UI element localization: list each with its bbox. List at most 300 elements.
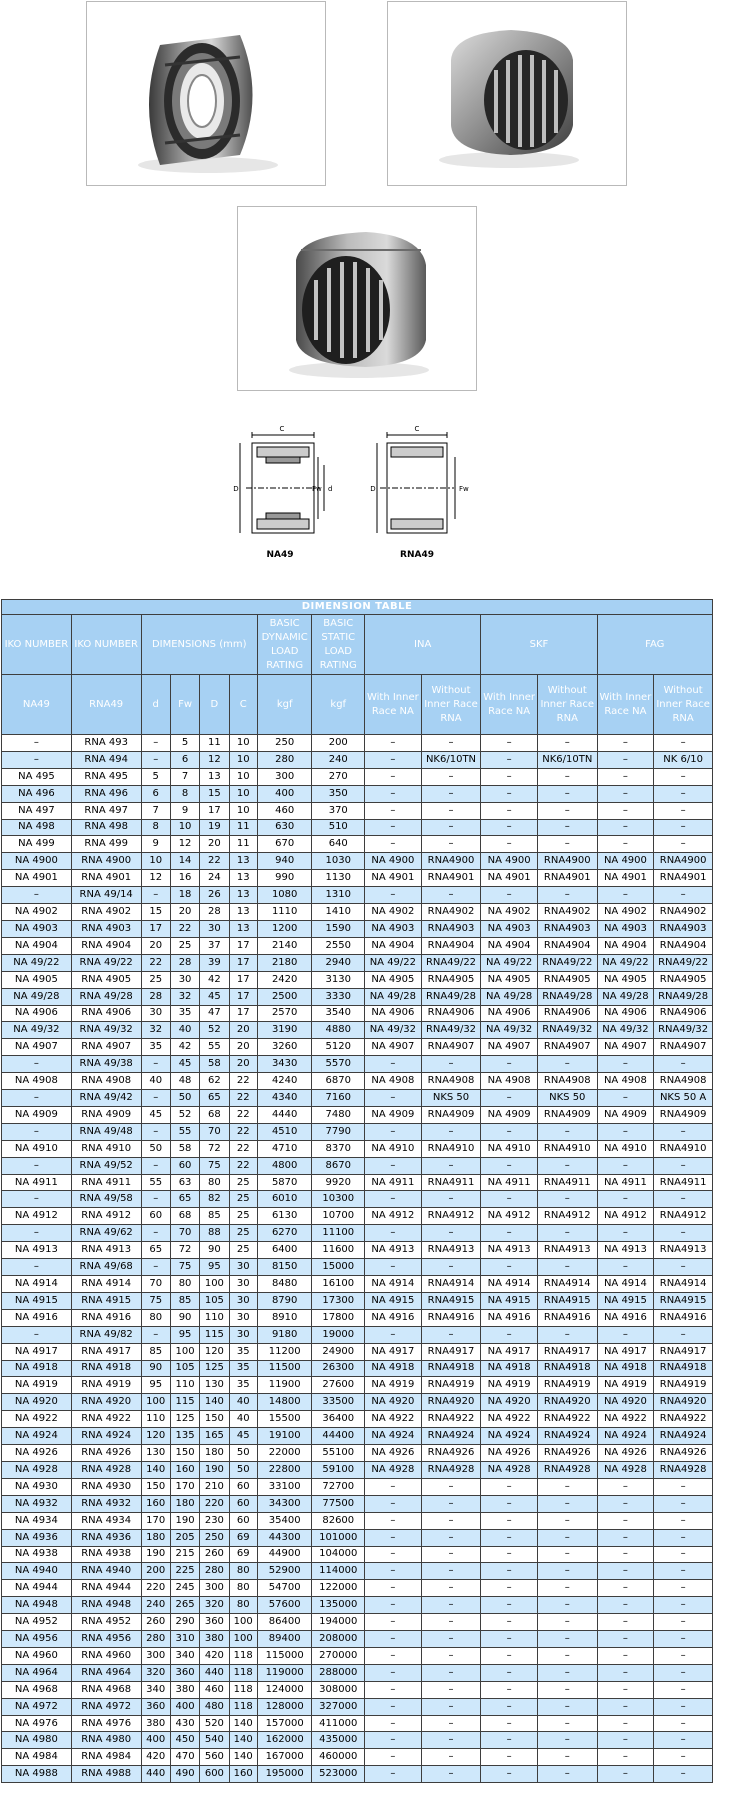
table-cell: 110 xyxy=(200,1309,229,1326)
table-cell: – xyxy=(481,1495,538,1512)
table-cell: 25 xyxy=(229,1174,257,1191)
table-cell: – xyxy=(597,819,654,836)
table-cell: – xyxy=(421,1580,481,1597)
table-cell: – xyxy=(597,1647,654,1664)
table-cell: 72 xyxy=(200,1140,229,1157)
table-cell: 265 xyxy=(170,1597,199,1614)
table-cell: – xyxy=(597,1580,654,1597)
table-cell: 2500 xyxy=(257,988,312,1005)
table-cell: – xyxy=(654,1157,713,1174)
table-cell: NA 4919 xyxy=(481,1377,538,1394)
table-cell: RNA49/22 xyxy=(654,954,713,971)
table-cell: NA 4906 xyxy=(2,1005,72,1022)
table-cell: 140 xyxy=(200,1394,229,1411)
table-cell: – xyxy=(537,1580,597,1597)
header-subcell: With Inner Race NA xyxy=(597,675,654,735)
table-cell: 8 xyxy=(141,819,170,836)
table-row xyxy=(2,1732,713,1749)
table-cell: – xyxy=(597,785,654,802)
table-cell: 100 xyxy=(200,1276,229,1293)
drawn-cup-bearing-photo xyxy=(387,1,627,186)
table-cell: – xyxy=(421,1631,481,1648)
table-cell: RNA 4915 xyxy=(71,1292,141,1309)
table-cell: – xyxy=(421,887,481,904)
table-cell: – xyxy=(141,887,170,904)
table-cell: NA 4940 xyxy=(2,1563,72,1580)
table-cell: 288000 xyxy=(312,1664,365,1681)
table-cell: – xyxy=(597,1563,654,1580)
table-cell: – xyxy=(654,735,713,752)
table-cell: – xyxy=(365,802,422,819)
table-cell: – xyxy=(537,735,597,752)
table-cell: NA 4900 xyxy=(2,853,72,870)
table-cell: 65 xyxy=(200,1090,229,1107)
table-cell: 22800 xyxy=(257,1461,312,1478)
table-cell: – xyxy=(365,1664,422,1681)
table-cell: – xyxy=(481,1597,538,1614)
table-cell: RNA 49/48 xyxy=(71,1123,141,1140)
table-cell: RNA 4911 xyxy=(71,1174,141,1191)
table-cell: NA 4922 xyxy=(2,1411,72,1428)
table-cell: – xyxy=(597,1546,654,1563)
header-dynamic-load: BASIC DYNAMIC LOAD RATING xyxy=(257,615,312,675)
table-cell: – xyxy=(537,1732,597,1749)
table-row xyxy=(2,1225,713,1242)
table-cell: RNA 4976 xyxy=(71,1715,141,1732)
table-cell: – xyxy=(365,1732,422,1749)
table-cell: RNA 49/62 xyxy=(71,1225,141,1242)
table-cell: 33500 xyxy=(312,1394,365,1411)
table-cell: – xyxy=(421,1157,481,1174)
table-cell: – xyxy=(537,887,597,904)
table-cell: – xyxy=(481,1766,538,1783)
table-cell: 17 xyxy=(229,937,257,954)
table-cell: 140 xyxy=(229,1732,257,1749)
table-cell: 82600 xyxy=(312,1512,365,1529)
table-cell: RNA4915 xyxy=(654,1292,713,1309)
table-cell: NA 4908 xyxy=(2,1073,72,1090)
table-row xyxy=(2,1292,713,1309)
table-cell: NA 4901 xyxy=(365,870,422,887)
table-cell: 20 xyxy=(229,1022,257,1039)
table-cell: RNA4913 xyxy=(421,1242,481,1259)
table-cell: – xyxy=(537,1614,597,1631)
table-cell: 15 xyxy=(141,904,170,921)
table-cell: – xyxy=(365,1614,422,1631)
table-cell: 89400 xyxy=(257,1631,312,1648)
table-cell: RNA49/32 xyxy=(654,1022,713,1039)
table-cell: RNA49/22 xyxy=(537,954,597,971)
table-cell: NA 4905 xyxy=(365,971,422,988)
table-cell: RNA 49/82 xyxy=(71,1326,141,1343)
table-cell: 32 xyxy=(141,1022,170,1039)
table-cell: 128000 xyxy=(257,1698,312,1715)
table-cell: RNA 49/68 xyxy=(71,1259,141,1276)
table-cell: NA 4918 xyxy=(2,1360,72,1377)
table-cell: NA 4902 xyxy=(481,904,538,921)
table-cell: NA 498 xyxy=(2,819,72,836)
table-cell: – xyxy=(481,1647,538,1664)
table-cell: – xyxy=(141,735,170,752)
table-cell: 230 xyxy=(200,1512,229,1529)
table-cell: NA 4917 xyxy=(2,1343,72,1360)
table-cell: 26 xyxy=(200,887,229,904)
table-cell: 6400 xyxy=(257,1242,312,1259)
table-cell: – xyxy=(421,1749,481,1766)
table-cell: 28 xyxy=(170,954,199,971)
table-cell: NA 4910 xyxy=(365,1140,422,1157)
table-cell: 220 xyxy=(200,1495,229,1512)
table-cell: – xyxy=(537,1546,597,1563)
table-cell: 8790 xyxy=(257,1292,312,1309)
table-cell: NA 4915 xyxy=(2,1292,72,1309)
table-cell: 48 xyxy=(170,1073,199,1090)
table-cell: 12 xyxy=(200,751,229,768)
table-cell: RNA4910 xyxy=(421,1140,481,1157)
table-cell: – xyxy=(537,768,597,785)
table-cell: NA 4916 xyxy=(365,1309,422,1326)
table-row xyxy=(2,1715,713,1732)
table-cell: – xyxy=(141,1259,170,1276)
table-cell: – xyxy=(365,1123,422,1140)
table-cell: 460000 xyxy=(312,1749,365,1766)
table-cell: 17 xyxy=(141,920,170,937)
table-cell: 69 xyxy=(229,1546,257,1563)
table-cell: RNA4910 xyxy=(537,1140,597,1157)
table-cell: NA 4912 xyxy=(597,1208,654,1225)
table-cell: 4880 xyxy=(312,1022,365,1039)
table-cell: 10700 xyxy=(312,1208,365,1225)
table-cell: – xyxy=(2,1191,72,1208)
table-cell: 11 xyxy=(229,819,257,836)
table-cell: 72 xyxy=(170,1242,199,1259)
table-row xyxy=(2,1394,713,1411)
table-cell: – xyxy=(481,802,538,819)
table-cell: 15 xyxy=(200,785,229,802)
table-cell: 2570 xyxy=(257,1005,312,1022)
table-cell: 35 xyxy=(141,1039,170,1056)
table-cell: 11600 xyxy=(312,1242,365,1259)
table-cell: – xyxy=(597,1715,654,1732)
table-row xyxy=(2,1766,713,1783)
table-cell: NA 4964 xyxy=(2,1664,72,1681)
table-cell: – xyxy=(421,1123,481,1140)
table-cell: 22 xyxy=(229,1140,257,1157)
table-cell: – xyxy=(141,1191,170,1208)
table-cell: – xyxy=(2,1225,72,1242)
table-cell: – xyxy=(421,836,481,853)
table-cell: 17800 xyxy=(312,1309,365,1326)
table-cell: – xyxy=(537,1191,597,1208)
table-cell: NA 4916 xyxy=(597,1309,654,1326)
table-row xyxy=(2,1597,713,1614)
table-cell: 9 xyxy=(141,836,170,853)
table-cell: – xyxy=(421,1614,481,1631)
table-cell: NA 4911 xyxy=(597,1174,654,1191)
header-subcell: NA49 xyxy=(2,675,72,735)
table-cell: 523000 xyxy=(312,1766,365,1783)
table-cell: RNA49/22 xyxy=(421,954,481,971)
table-cell: – xyxy=(654,1563,713,1580)
table-cell: NA 4928 xyxy=(597,1461,654,1478)
table-cell: RNA 4936 xyxy=(71,1529,141,1546)
table-cell: – xyxy=(537,1225,597,1242)
table-cell: RNA 49/42 xyxy=(71,1090,141,1107)
table-cell: 20 xyxy=(141,937,170,954)
table-cell: 320 xyxy=(200,1597,229,1614)
table-cell: RNA 4900 xyxy=(71,853,141,870)
table-row xyxy=(2,1698,713,1715)
table-cell: – xyxy=(597,1326,654,1343)
table-cell: – xyxy=(654,768,713,785)
table-cell: 350 xyxy=(312,785,365,802)
table-title: DIMENSION TABLE xyxy=(2,600,713,615)
table-cell: 6870 xyxy=(312,1073,365,1090)
table-row xyxy=(2,1512,713,1529)
table-row xyxy=(2,1546,713,1563)
header-subcell: Without Inner Race RNA xyxy=(537,675,597,735)
table-cell: RNA 4918 xyxy=(71,1360,141,1377)
table-cell: – xyxy=(537,1326,597,1343)
table-cell: RNA 4919 xyxy=(71,1377,141,1394)
rna49-dim-fw: Fw xyxy=(459,485,469,493)
table-cell: NA 4908 xyxy=(597,1073,654,1090)
table-cell: NA 4903 xyxy=(481,920,538,937)
table-cell: 250 xyxy=(257,735,312,752)
table-cell: NA 49/32 xyxy=(481,1022,538,1039)
table-cell: – xyxy=(421,1495,481,1512)
table-cell: RNA 4917 xyxy=(71,1343,141,1360)
table-cell: – xyxy=(537,802,597,819)
table-cell: 10 xyxy=(229,735,257,752)
table-cell: NA 4911 xyxy=(365,1174,422,1191)
table-cell: RNA 49/14 xyxy=(71,887,141,904)
table-cell: – xyxy=(481,1698,538,1715)
table-cell: – xyxy=(654,802,713,819)
table-cell: 17 xyxy=(200,802,229,819)
table-cell: – xyxy=(597,1495,654,1512)
table-cell: – xyxy=(421,1191,481,1208)
table-cell: NA 4915 xyxy=(481,1292,538,1309)
table-cell: 100 xyxy=(229,1614,257,1631)
table-cell: RNA 493 xyxy=(71,735,141,752)
table-cell: NA 4910 xyxy=(2,1140,72,1157)
table-cell: RNA4917 xyxy=(654,1343,713,1360)
table-cell: – xyxy=(654,1597,713,1614)
table-cell: 240 xyxy=(312,751,365,768)
table-cell: 60 xyxy=(141,1208,170,1225)
table-row xyxy=(2,1664,713,1681)
table-cell: – xyxy=(141,1326,170,1343)
table-cell: RNA4900 xyxy=(421,853,481,870)
table-cell: RNA4922 xyxy=(421,1411,481,1428)
table-cell: 9180 xyxy=(257,1326,312,1343)
na49-caption: NA49 xyxy=(266,550,294,560)
table-cell: 210 xyxy=(200,1478,229,1495)
table-cell: – xyxy=(421,819,481,836)
table-cell: 35 xyxy=(229,1343,257,1360)
table-cell: 411000 xyxy=(312,1715,365,1732)
table-cell: – xyxy=(537,1563,597,1580)
table-cell: 157000 xyxy=(257,1715,312,1732)
table-cell: – xyxy=(537,1597,597,1614)
table-cell: – xyxy=(481,1326,538,1343)
table-cell: RNA 4920 xyxy=(71,1394,141,1411)
na49-bearing-image xyxy=(90,5,322,182)
table-cell: 560 xyxy=(200,1749,229,1766)
table-cell: 55 xyxy=(141,1174,170,1191)
table-cell: 25 xyxy=(141,971,170,988)
table-cell: NA 4924 xyxy=(2,1428,72,1445)
table-cell: NA 4944 xyxy=(2,1580,72,1597)
header-skf: SKF xyxy=(481,615,597,675)
table-cell: – xyxy=(2,751,72,768)
table-cell: NA 4913 xyxy=(481,1242,538,1259)
table-cell: – xyxy=(481,1681,538,1698)
table-cell: RNA4901 xyxy=(654,870,713,887)
table-cell: 13 xyxy=(229,853,257,870)
table-cell: 3260 xyxy=(257,1039,312,1056)
table-row xyxy=(2,1276,713,1293)
table-cell: RNA4902 xyxy=(421,904,481,921)
table-cell: – xyxy=(537,1715,597,1732)
table-cell: 170 xyxy=(141,1512,170,1529)
table-cell: – xyxy=(2,1090,72,1107)
table-cell: – xyxy=(421,1647,481,1664)
table-cell: 4510 xyxy=(257,1123,312,1140)
table-cell: – xyxy=(421,735,481,752)
table-cell: RNA 4906 xyxy=(71,1005,141,1022)
table-cell: NA 4920 xyxy=(2,1394,72,1411)
table-cell: NA 4952 xyxy=(2,1614,72,1631)
table-cell: NA 4920 xyxy=(365,1394,422,1411)
table-cell: – xyxy=(537,785,597,802)
table-cell: RNA 49/58 xyxy=(71,1191,141,1208)
table-cell: 115000 xyxy=(257,1647,312,1664)
table-cell: 160 xyxy=(141,1495,170,1512)
table-cell: 20 xyxy=(200,836,229,853)
table-cell: 300 xyxy=(141,1647,170,1664)
table-cell: NA 4907 xyxy=(597,1039,654,1056)
table-cell: – xyxy=(481,819,538,836)
table-cell: – xyxy=(141,1090,170,1107)
table-cell: – xyxy=(421,1698,481,1715)
table-cell: – xyxy=(365,887,422,904)
header-static-load: BASIC STATIC LOAD RATING xyxy=(312,615,365,675)
header-subcell: C xyxy=(229,675,257,735)
table-cell: NA 4908 xyxy=(481,1073,538,1090)
table-cell: 22000 xyxy=(257,1445,312,1462)
table-cell: NA 4920 xyxy=(597,1394,654,1411)
table-cell: – xyxy=(365,768,422,785)
table-cell: RNA4928 xyxy=(421,1461,481,1478)
table-cell: – xyxy=(597,1259,654,1276)
table-cell: – xyxy=(365,1157,422,1174)
header-subcell: With Inner Race NA xyxy=(481,675,538,735)
table-cell: 85 xyxy=(200,1208,229,1225)
table-cell: 215 xyxy=(170,1546,199,1563)
table-cell: 13 xyxy=(229,870,257,887)
table-row xyxy=(2,954,713,971)
table-cell: 22 xyxy=(229,1157,257,1174)
table-cell: 990 xyxy=(257,870,312,887)
table-row xyxy=(2,1411,713,1428)
table-cell: 327000 xyxy=(312,1698,365,1715)
table-cell: – xyxy=(421,1715,481,1732)
table-cell: 1310 xyxy=(312,887,365,904)
table-cell: 110 xyxy=(170,1377,199,1394)
table-cell: RNA4908 xyxy=(537,1073,597,1090)
table-cell: – xyxy=(365,1749,422,1766)
table-cell: 135000 xyxy=(312,1597,365,1614)
table-cell: RNA4910 xyxy=(654,1140,713,1157)
table-cell: 30 xyxy=(170,971,199,988)
table-row xyxy=(2,887,713,904)
table-cell: RNA4907 xyxy=(537,1039,597,1056)
table-cell: 45 xyxy=(229,1428,257,1445)
table-cell: NA 4900 xyxy=(365,853,422,870)
table-cell: RNA4914 xyxy=(421,1276,481,1293)
table-cell: 85 xyxy=(141,1343,170,1360)
table-cell: 54700 xyxy=(257,1580,312,1597)
table-cell: 90 xyxy=(200,1242,229,1259)
table-cell: 5120 xyxy=(312,1039,365,1056)
table-cell: 95 xyxy=(141,1377,170,1394)
table-row xyxy=(2,1343,713,1360)
table-cell: RNA4918 xyxy=(421,1360,481,1377)
table-cell: 150 xyxy=(170,1445,199,1462)
table-cell: – xyxy=(654,1512,713,1529)
table-cell: – xyxy=(141,1123,170,1140)
table-cell: – xyxy=(481,1056,538,1073)
table-cell: NA 4938 xyxy=(2,1546,72,1563)
table-cell: RNA4901 xyxy=(537,870,597,887)
table-cell: – xyxy=(481,1732,538,1749)
table-row xyxy=(2,1495,713,1512)
table-cell: NA 4909 xyxy=(365,1106,422,1123)
table-cell: NA 4920 xyxy=(481,1394,538,1411)
table-row xyxy=(2,1191,713,1208)
table-cell: – xyxy=(421,1732,481,1749)
table-cell: 3130 xyxy=(312,971,365,988)
table-cell: 70 xyxy=(141,1276,170,1293)
table-cell: – xyxy=(654,1681,713,1698)
table-cell: 17 xyxy=(229,971,257,988)
table-cell: RNA4903 xyxy=(654,920,713,937)
table-cell: 44400 xyxy=(312,1428,365,1445)
table-cell: 310 xyxy=(170,1631,199,1648)
table-cell: – xyxy=(365,1529,422,1546)
table-cell: NA 4911 xyxy=(2,1174,72,1191)
table-cell: 167000 xyxy=(257,1749,312,1766)
table-cell: RNA 4934 xyxy=(71,1512,141,1529)
table-cell: – xyxy=(654,1664,713,1681)
table-cell: 30 xyxy=(229,1259,257,1276)
table-cell: 80 xyxy=(200,1174,229,1191)
table-cell: 280 xyxy=(200,1563,229,1580)
header-dimensions: DIMENSIONS (mm) xyxy=(141,615,257,675)
table-cell: 11 xyxy=(229,836,257,853)
table-cell: NA 4972 xyxy=(2,1698,72,1715)
table-cell: 50 xyxy=(229,1461,257,1478)
table-cell: RNA4919 xyxy=(537,1377,597,1394)
table-cell: 30 xyxy=(229,1276,257,1293)
header-iko-number-1: IKO NUMBER xyxy=(2,615,72,675)
table-row xyxy=(2,751,713,768)
table-cell: 35400 xyxy=(257,1512,312,1529)
table-cell: NA 4926 xyxy=(2,1445,72,1462)
table-cell: RNA 4984 xyxy=(71,1749,141,1766)
